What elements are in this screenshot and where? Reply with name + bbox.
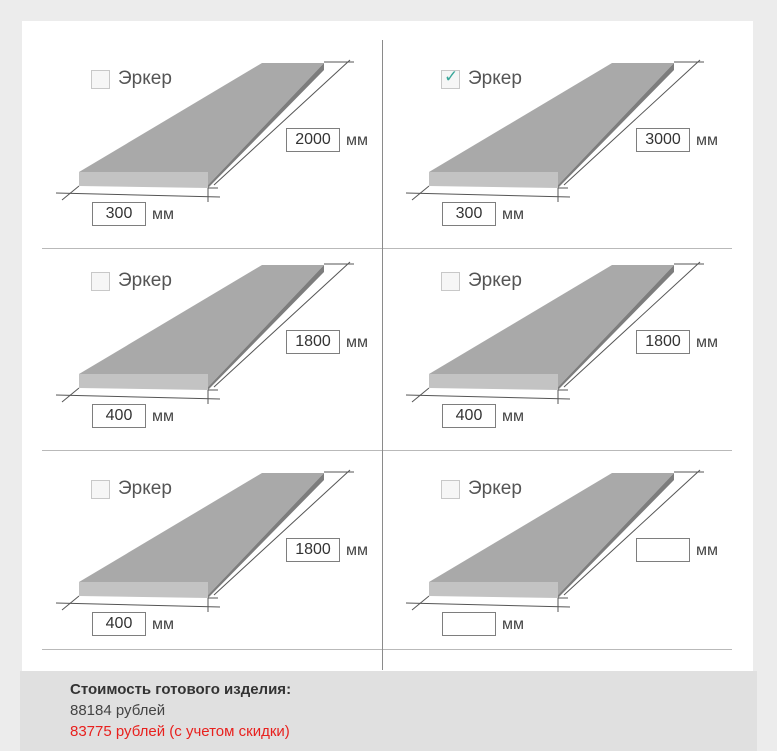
bay-option (441, 478, 522, 500)
bay-label: Эркер (118, 68, 172, 89)
width-unit: мм (152, 616, 174, 633)
length-input[interactable] (636, 128, 690, 152)
bay-option (441, 270, 522, 292)
width-input[interactable] (92, 612, 146, 636)
summary-title: Стоимость готового изделия: (70, 681, 292, 698)
bay-checkbox[interactable] (441, 272, 460, 291)
sill-grid (42, 40, 732, 670)
bay-label: Эркер (468, 68, 522, 89)
bay-label: Эркер (468, 478, 522, 499)
bay-checkbox[interactable] (441, 66, 460, 89)
length-unit: мм (696, 334, 718, 351)
width-unit: мм (152, 408, 174, 425)
bay-label: Эркер (118, 270, 172, 291)
width-unit: мм (152, 206, 174, 223)
width-unit: мм (502, 408, 524, 425)
sill-cell-5 (42, 450, 382, 650)
bay-checkbox[interactable] (91, 480, 110, 499)
length-unit: мм (346, 132, 368, 149)
width-input[interactable] (442, 404, 496, 428)
check-icon: ✓ (444, 66, 459, 87)
sill-cell-2 (392, 40, 732, 240)
width-input[interactable] (92, 202, 146, 226)
sill-cell-4 (392, 242, 732, 442)
sill-cell-3 (42, 242, 382, 442)
total-price: 88184 рублей (70, 702, 166, 719)
length-input[interactable] (286, 128, 340, 152)
bay-option (91, 478, 172, 500)
length-unit: мм (346, 542, 368, 559)
bay-option (441, 68, 522, 90)
length-input[interactable] (286, 330, 340, 354)
width-input[interactable] (442, 202, 496, 226)
sill-cell-6 (392, 450, 732, 650)
width-unit: мм (502, 616, 524, 633)
width-input[interactable] (92, 404, 146, 428)
grid-divider-v (382, 40, 383, 670)
length-input[interactable] (286, 538, 340, 562)
width-unit: мм (502, 206, 524, 223)
price-summary (20, 671, 757, 751)
discount-price: 83775 рублей (с учетом скидки) (70, 723, 290, 740)
length-unit: мм (346, 334, 368, 351)
bay-option (91, 270, 172, 292)
bay-option (91, 68, 172, 90)
bay-label: Эркер (468, 270, 522, 291)
bay-checkbox[interactable] (91, 272, 110, 291)
bay-checkbox[interactable] (441, 480, 460, 499)
length-unit: мм (696, 542, 718, 559)
bay-label: Эркер (118, 478, 172, 499)
sill-cell-1 (42, 40, 382, 240)
length-unit: мм (696, 132, 718, 149)
width-input[interactable] (442, 612, 496, 636)
length-input[interactable] (636, 538, 690, 562)
bay-checkbox[interactable] (91, 70, 110, 89)
length-input[interactable] (636, 330, 690, 354)
